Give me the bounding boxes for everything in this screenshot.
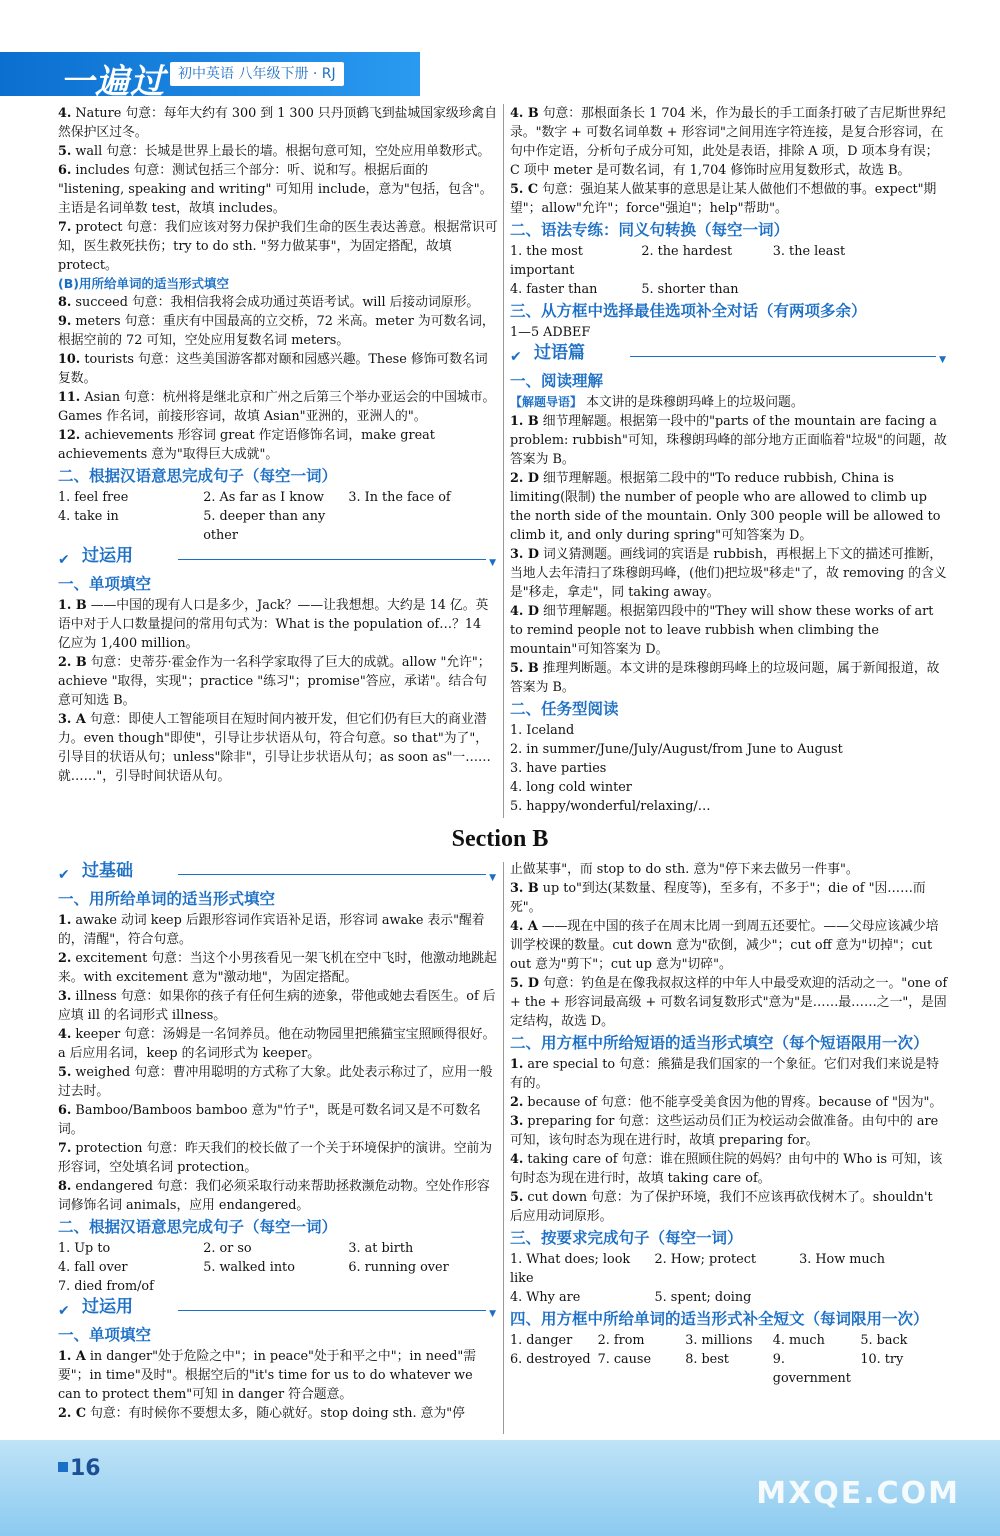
section-heading: 三、按要求完成句子（每空一词） bbox=[510, 1229, 743, 1247]
section-heading: 一、单项填空 bbox=[58, 575, 152, 593]
mc-item-text: 句意：钓鱼是在像我叔叔这样的中年人中最受欢迎的活动之一。"one of + the + 形容词最高级 + 可数名词复数形式"意为"是……最……之一"，是固定结构，故选 D。 bbox=[510, 976, 948, 1029]
answer-item-text: are special to 句意：熊猫是我们国家的一个象征。它们对我们来说是特有的。 bbox=[510, 1057, 940, 1091]
requirement-row bbox=[510, 1250, 948, 1288]
complete-answer: 2. or so bbox=[203, 1241, 252, 1256]
brand-logo: 一遍过 bbox=[60, 62, 165, 102]
lower-right-column bbox=[510, 860, 948, 1388]
answer-item-text: cut down 句意：为了保护环境，我们不应该再砍伐树木了。shouldn't 后应用动词原形。 bbox=[510, 1190, 933, 1224]
mc-item-number: 4. B bbox=[510, 106, 539, 121]
mc-item-number: 5. D bbox=[510, 976, 539, 991]
answer-item bbox=[58, 426, 498, 464]
answer-item-number: 2. bbox=[510, 1095, 524, 1110]
page-header bbox=[0, 0, 1000, 102]
banner-basic-triangle-icon: ▼ bbox=[489, 873, 496, 883]
mc-item bbox=[58, 596, 498, 653]
answer-item-number: 2. bbox=[58, 951, 72, 966]
reading-item bbox=[510, 469, 948, 545]
mc-item bbox=[510, 974, 948, 1031]
grammar-answer: 3. the least bbox=[772, 244, 846, 259]
task-answer: 2. in summer/June/July/August/from June to August bbox=[510, 742, 843, 757]
column-divider-top bbox=[503, 104, 504, 818]
section-heading: 三、从方框中选择最佳选项补全对话（有两项多余） bbox=[510, 302, 867, 320]
mc-item bbox=[510, 879, 948, 917]
banner-use-check-icon: ✔ bbox=[58, 1303, 70, 1319]
banner-use-rule bbox=[178, 1310, 486, 1311]
lower-left-column bbox=[58, 860, 498, 1423]
answer-item bbox=[58, 350, 498, 388]
complete-answer: 5. walked into bbox=[203, 1260, 295, 1275]
complete-row bbox=[58, 1239, 498, 1258]
answer-item bbox=[58, 312, 498, 350]
answer-item bbox=[58, 987, 498, 1025]
book-subtitle: 初中英语 八年级下册 · RJ bbox=[170, 62, 344, 86]
complete-answer: 7. died from/of bbox=[58, 1279, 154, 1294]
mc-item-number: 1. A bbox=[58, 1349, 86, 1364]
answer-item-number: 3. bbox=[510, 1114, 524, 1129]
answer-item-text: tourists 句意：这些美国游客都对颐和园感兴趣。These 修饰可数名词复数。 bbox=[58, 352, 488, 386]
mc-item bbox=[510, 917, 948, 974]
complete-answer: 6. running over bbox=[348, 1260, 449, 1275]
mc-item-text: 句意：强迫某人做某事的意思是让某人做他们不想做的事。expect"期望"；allow"允许"；force"强迫"；help"帮助"。 bbox=[510, 182, 937, 216]
banner-basic bbox=[58, 862, 498, 886]
answer-item-text: excitement 句意：当这个小男孩看见一架飞机在空中飞时，他激动地跳起来。with excitement 意为"激动地"，为固定搭配。 bbox=[58, 951, 497, 985]
answer-item-number: 4. bbox=[58, 106, 72, 121]
mc-item bbox=[58, 1347, 498, 1404]
complete-answer: 1. Up to bbox=[58, 1241, 111, 1256]
answer-item bbox=[58, 1063, 498, 1101]
continued-text: 止做某事"，而 stop to do sth. 意为"停下来去做另一件事"。 bbox=[510, 862, 859, 877]
answer-item-text: endangered 句意：我们必须采取行动来帮助拯救濒危动物。空处作形容词修饰名词 animals，应用 endangered。 bbox=[58, 1179, 490, 1213]
requirement-answer: 4. Why are bbox=[510, 1290, 581, 1305]
answer-item bbox=[58, 142, 498, 161]
banner-basic-title: 过基础 bbox=[82, 861, 133, 881]
task-answer: 5. happy/wonderful/relaxing/… bbox=[510, 799, 711, 814]
section-heading: 一、阅读理解 bbox=[510, 372, 604, 390]
complete-answer: 4. fall over bbox=[58, 1260, 128, 1275]
section-heading: 二、根据汉语意思完成句子（每空一词） bbox=[58, 1218, 338, 1236]
mc-item-number: 3. A bbox=[58, 712, 86, 727]
passage-row bbox=[510, 1350, 948, 1388]
section-heading: 二、用方框中所给短语的适当形式填空（每个短语限用一次） bbox=[510, 1034, 929, 1052]
grammar-row bbox=[510, 242, 948, 280]
answer-item bbox=[58, 1177, 498, 1215]
complete-answer: 3. at birth bbox=[348, 1241, 414, 1256]
mc-item-text: in danger"处于危险之中"；in peace"处于和平之中"；in need"需要"；in time"及时"。根据空后的"it's time for us to do whatever we can to protect them"可知 in danger 符合题意。 bbox=[58, 1349, 477, 1402]
complete-answer: 1. feel free bbox=[58, 490, 129, 505]
answer-item-text: wall 句意：长城是世界上最长的墙。根据句意可知，空处应用单数形式。 bbox=[71, 144, 491, 159]
answer-item-number: 3. bbox=[58, 989, 72, 1004]
banner-use-triangle-icon: ▼ bbox=[489, 1309, 496, 1319]
answer-item bbox=[58, 161, 498, 218]
banner-use-check-icon: ✔ bbox=[58, 552, 70, 568]
banner-lang-rule bbox=[630, 356, 936, 357]
section-heading: 二、根据汉语意思完成句子（每空一词） bbox=[58, 467, 338, 485]
passage-answer: 7. cause bbox=[597, 1352, 652, 1367]
reading-item-text: 细节理解题。根据第二段中的"To reduce rubbish, China is limiting(限制) the number of people who are allowed to climb up the north side of the mountain. Only 300 people will be allowed to climb it, and only during spring"可知答案为 D。 bbox=[510, 471, 941, 543]
mc-item-number: 1. B bbox=[58, 598, 87, 613]
passage-answer: 6. destroyed bbox=[510, 1352, 591, 1367]
mc-item-text: 句意：即使人工智能项目在短时间内被开发，但它们仍有巨大的商业潜力。even though"即使"，引导让步状语从句，符合句意。so that"为了"，引导目的状语从句；unless"除非"，引导让步状语从句；as soon as"一……就……"，引导时间状语从句。 bbox=[58, 712, 491, 784]
reading-item-text: 细节理解题。根据第一段中的"parts of the mountain are facing a problem: rubbish"可知，珠穆朗玛峰的部分地方正面临着"垃圾"的问题，故答案为 B。 bbox=[510, 414, 947, 467]
passage-answer: 5. back bbox=[860, 1333, 908, 1348]
guide-tag: 【解题导语】 bbox=[510, 395, 583, 409]
answer-item-number: 8. bbox=[58, 1179, 72, 1194]
answer-item bbox=[510, 1188, 948, 1226]
mc-item-number: 3. B bbox=[510, 881, 539, 896]
answer-item bbox=[58, 1025, 498, 1063]
reading-item-text: 推理判断题。本文讲的是珠穆朗玛峰上的垃圾问题，属于新闻报道，故答案为 B。 bbox=[510, 661, 940, 695]
complete-answer: 5. deeper than any other bbox=[203, 509, 326, 543]
reading-item-number: 1. B bbox=[510, 414, 539, 429]
task-answer: 1. Iceland bbox=[510, 723, 575, 738]
mc-item-text: 句意：史蒂芬·霍金作为一名科学家取得了巨大的成就。allow "允许"；achieve "取得，实现"；practice "练习"；promise"答应，承诺"。结合句意可知选 B。 bbox=[58, 655, 491, 708]
section-heading: 二、语法专练：同义句转换（每空一词） bbox=[510, 221, 790, 239]
banner-use-triangle-icon: ▼ bbox=[489, 558, 496, 568]
answer-item-text: taking care of 句意：谁在照顾住院的妈妈？由句中的 Who is 可知，该句时态为现在进行时，故填 taking care of。 bbox=[510, 1152, 943, 1186]
mc-item-number: 2. C bbox=[58, 1406, 86, 1421]
answer-item bbox=[58, 1101, 498, 1139]
answer-item-number: 4. bbox=[58, 1027, 72, 1042]
column-divider-bottom bbox=[503, 862, 504, 1434]
mc-item-text: ——中国的现有人口是多少，Jack？——让我想想。大约是 14 亿。英语中对于人口数量提问的常用句式为：What is the population of…？14 亿应为 1,400 million。 bbox=[58, 598, 489, 651]
answer-item-number: 5. bbox=[58, 1065, 72, 1080]
answer-item-number: 10. bbox=[58, 352, 81, 367]
complete-row bbox=[58, 1258, 498, 1277]
reading-item-text: 词义猜测题。画线词的宾语是 rubbish，再根据上下文的描述可推断，当地人去年清扫了珠穆朗玛峰，(他们)把垃圾"移走"了，故 removing 的含义是"移走，拿走"，同 taking away。 bbox=[510, 547, 947, 600]
answer-item-number: 6. bbox=[58, 163, 72, 178]
answer-item-number: 4. bbox=[510, 1152, 524, 1167]
answer-item bbox=[58, 218, 498, 275]
reading-item-number: 5. B bbox=[510, 661, 539, 676]
watermark-logo: MXQE.COM bbox=[756, 1476, 960, 1511]
passage-answer: 1. danger bbox=[510, 1333, 573, 1348]
answer-item-number: 1. bbox=[510, 1057, 524, 1072]
passage-answer: 4. much bbox=[772, 1333, 825, 1348]
mc-item bbox=[58, 653, 498, 710]
banner-use-rule bbox=[178, 559, 486, 560]
answer-item bbox=[510, 1112, 948, 1150]
passage-answer: 10. try bbox=[860, 1352, 904, 1367]
banner-lang-title: 过语篇 bbox=[534, 343, 585, 363]
answer-item-number: 8. bbox=[58, 295, 72, 310]
mc-item-text: ——现在中国的孩子在周末比周一到周五还要忙。——父母应该减少培训学校课的数量。cut down 意为"砍倒，减少"；cut off 意为"切掉"；cut out 意为"剪下"；cut up 意为"切碎"。 bbox=[510, 919, 939, 972]
passage-answer: 8. best bbox=[685, 1352, 729, 1367]
task-answer: 4. long cold winter bbox=[510, 780, 632, 795]
banner-basic-check-icon: ✔ bbox=[58, 867, 70, 883]
page-number: 16 bbox=[70, 1456, 101, 1481]
reading-item-number: 2. D bbox=[510, 471, 539, 486]
answer-item-text: protection 句意：昨天我们的校长做了一个关于环境保护的演讲。空前为形容词，空处填名词 protection。 bbox=[58, 1141, 493, 1175]
answer-item-number: 7. bbox=[58, 220, 72, 235]
reading-item-number: 4. D bbox=[510, 604, 539, 619]
complete-answer: 4. take in bbox=[58, 509, 119, 524]
banner-lang-check-icon: ✔ bbox=[510, 349, 522, 365]
mc-item bbox=[510, 180, 948, 218]
answer-item-text: Nature 句意：每年大约有 300 到 1 300 只丹顶鹤飞到盐城国家级珍禽自然保护区过冬。 bbox=[58, 106, 498, 140]
mc-item bbox=[510, 104, 948, 180]
answer-item-text: achievements 形容词 great 作定语修饰名词，make great achievements 意为"取得巨大成就"。 bbox=[58, 428, 435, 462]
mc-item-text: up to"到达(某数量、程度等)，至多有，不多于"；die of "因……而死"。 bbox=[510, 881, 926, 915]
passage-row bbox=[510, 1331, 948, 1350]
passage-answer: 2. from bbox=[597, 1333, 645, 1348]
complete-row bbox=[58, 488, 498, 507]
banner-use bbox=[58, 547, 498, 571]
answer-item-number: 5. bbox=[510, 1190, 524, 1205]
banner-lang bbox=[510, 344, 948, 368]
mc-item bbox=[58, 710, 498, 786]
mc-item-number: 4. A bbox=[510, 919, 538, 934]
mc-item-number: 5. C bbox=[510, 182, 538, 197]
reading-item bbox=[510, 602, 948, 659]
passage-answer: 3. millions bbox=[685, 1333, 753, 1348]
answer-item bbox=[58, 293, 498, 312]
answer-item bbox=[58, 104, 498, 142]
banner-lang-triangle-icon: ▼ bbox=[939, 355, 946, 365]
answer-item-number: 6. bbox=[58, 1103, 72, 1118]
task-answer: 3. have parties bbox=[510, 761, 607, 776]
reading-item-text: 细节理解题。根据第四段中的"They will show these works of art to remind people not to leave rubbish when climbing the mountain"可知答案为 D。 bbox=[510, 604, 934, 657]
grammar-answer: 1. the most important bbox=[510, 244, 583, 278]
answer-item-text: because of 句意：他不能享受美食因为他的胃疼。because of "因为"。 bbox=[523, 1095, 943, 1110]
banner-use-title: 过运用 bbox=[82, 1297, 133, 1317]
grammar-answer: 4. faster than bbox=[510, 282, 598, 297]
complete-answer: 3. In the face of bbox=[348, 490, 451, 505]
section-title: Section B bbox=[451, 826, 549, 852]
grammar-answer: 5. shorter than bbox=[641, 282, 739, 297]
answer-item-text: awake 动词 keep 后跟形容词作宾语补足语，形容词 awake 表示"醒着的，清醒"，符合句意。 bbox=[58, 913, 485, 947]
reading-item bbox=[510, 412, 948, 469]
answer-item bbox=[58, 388, 498, 426]
section-heading: 四、用方框中所给单词的适当形式补全短文（每词限用一次） bbox=[510, 1310, 929, 1328]
reading-item bbox=[510, 545, 948, 602]
answer-item bbox=[58, 1139, 498, 1177]
page-marker bbox=[58, 1462, 68, 1472]
answer-item-text: includes 句意：测试包括三个部分：听、说和写。根据后面的 "listening, speaking and writing" 可知用 include，意为"包括，包含"。主语是名词单数 test，故填 includes。 bbox=[58, 163, 493, 216]
answer-item-text: preparing for 句意：这些运动员们正为校运动会做准备。由句中的 are 可知，该句时态为现在进行时，故填 preparing for。 bbox=[510, 1114, 939, 1148]
answer-item bbox=[510, 1093, 948, 1112]
answer-item-text: meters 句意：重庆有中国最高的立交桥，72 米高。meter 为可数名词，根据空前的 72 可知，空处应用复数名词 meters。 bbox=[58, 314, 495, 348]
reading-item bbox=[510, 659, 948, 697]
requirement-answer: 2. How; protect bbox=[654, 1252, 757, 1267]
mc-item-number: 2. B bbox=[58, 655, 87, 670]
mc-item-text: 句意：那根面条长 1 704 米，作为最长的手工面条打破了吉尼斯世界纪录。"数字 + 可数名词单数 + 形容词"之间用连字符连接，是复合形容词，在句中作定语，分析句子成分可知，此处是表语，排除 A 项，D 项本身有误；C 项中 meter 是可数名词，有 1,704 修饰时应用复数形式，故选 B。 bbox=[510, 106, 946, 178]
answer-item bbox=[510, 1055, 948, 1093]
dialog-answer: 1—5 ADBEF bbox=[510, 325, 591, 340]
answer-item-text: illness 句意：如果你的孩子有任何生病的迹象，带他或她去看医生。of 后应填 ill 的名词形式 illness。 bbox=[58, 989, 496, 1023]
passage-answer: 9. government bbox=[772, 1352, 851, 1386]
complete-row bbox=[58, 1277, 498, 1296]
banner-use-title: 过运用 bbox=[82, 546, 133, 566]
answer-item-text: weighed 句意：曹冲用聪明的方式称了大象。此处表示称过了，应用一般过去时。 bbox=[58, 1065, 493, 1099]
complete-answer: 2. As far as I know bbox=[203, 490, 324, 505]
grammar-row bbox=[510, 280, 948, 299]
mc-item-text: 句意：有时候你不要想太多，随心就好。stop doing sth. 意为"停 bbox=[86, 1406, 465, 1421]
guide-text: 本文讲的是珠穆朗玛峰上的垃圾问题。 bbox=[582, 395, 804, 410]
answer-item bbox=[510, 1150, 948, 1188]
section-heading: 一、用所给单词的适当形式填空 bbox=[58, 890, 276, 908]
upper-right-column bbox=[510, 104, 948, 816]
upper-left-column bbox=[58, 104, 498, 786]
mc-item bbox=[58, 1404, 498, 1423]
subsection-heading: (B)用所给单词的适当形式填空 bbox=[58, 276, 229, 291]
answer-item-number: 5. bbox=[58, 144, 72, 159]
grammar-answer: 2. the hardest bbox=[641, 244, 733, 259]
banner-basic-rule bbox=[178, 874, 486, 875]
answer-item bbox=[58, 911, 498, 949]
answer-item-text: Bamboo/Bamboos bamboo 意为"竹子"，既是可数名词又是不可数名词。 bbox=[58, 1103, 481, 1137]
answer-item-number: 1. bbox=[58, 913, 72, 928]
answer-item-number: 7. bbox=[58, 1141, 72, 1156]
answer-item-number: 12. bbox=[58, 428, 81, 443]
requirement-answer: 1. What does; look like bbox=[510, 1252, 631, 1286]
requirement-answer: 3. How much bbox=[799, 1252, 886, 1267]
requirement-row bbox=[510, 1288, 948, 1307]
requirement-answer: 5. spent; doing bbox=[654, 1290, 752, 1305]
section-heading: 一、单项填空 bbox=[58, 1326, 152, 1344]
answer-item-number: 11. bbox=[58, 390, 81, 405]
answer-item-number: 9. bbox=[58, 314, 72, 329]
answer-item-text: Asian 句意：杭州将是继北京和广州之后第三个举办亚运会的中国城市。Games 作名词，前接形容词，故填 Asian"亚洲的，亚洲人的"。 bbox=[58, 390, 496, 424]
answer-item-text: protect 句意：我们应该对努力保护我们生命的医生表达善意。根据常识可知，医生救死扶伤；try to do sth. "努力做某事"，为固定搭配，故填 protect。 bbox=[58, 220, 498, 273]
complete-row bbox=[58, 507, 498, 545]
guide-line bbox=[510, 393, 948, 412]
answer-item bbox=[58, 949, 498, 987]
reading-item-number: 3. D bbox=[510, 547, 539, 562]
answer-item-text: succeed 句意：我相信我将会成功通过英语考试。will 后接动词原形。 bbox=[71, 295, 480, 310]
answer-item-text: keeper 句意：汤姆是一名饲养员。他在动物园里把熊猫宝宝照顾得很好。a 后应用名词，keep 的名词形式为 keeper。 bbox=[58, 1027, 496, 1061]
section-heading: 二、任务型阅读 bbox=[510, 700, 619, 718]
banner-use bbox=[58, 1298, 498, 1322]
